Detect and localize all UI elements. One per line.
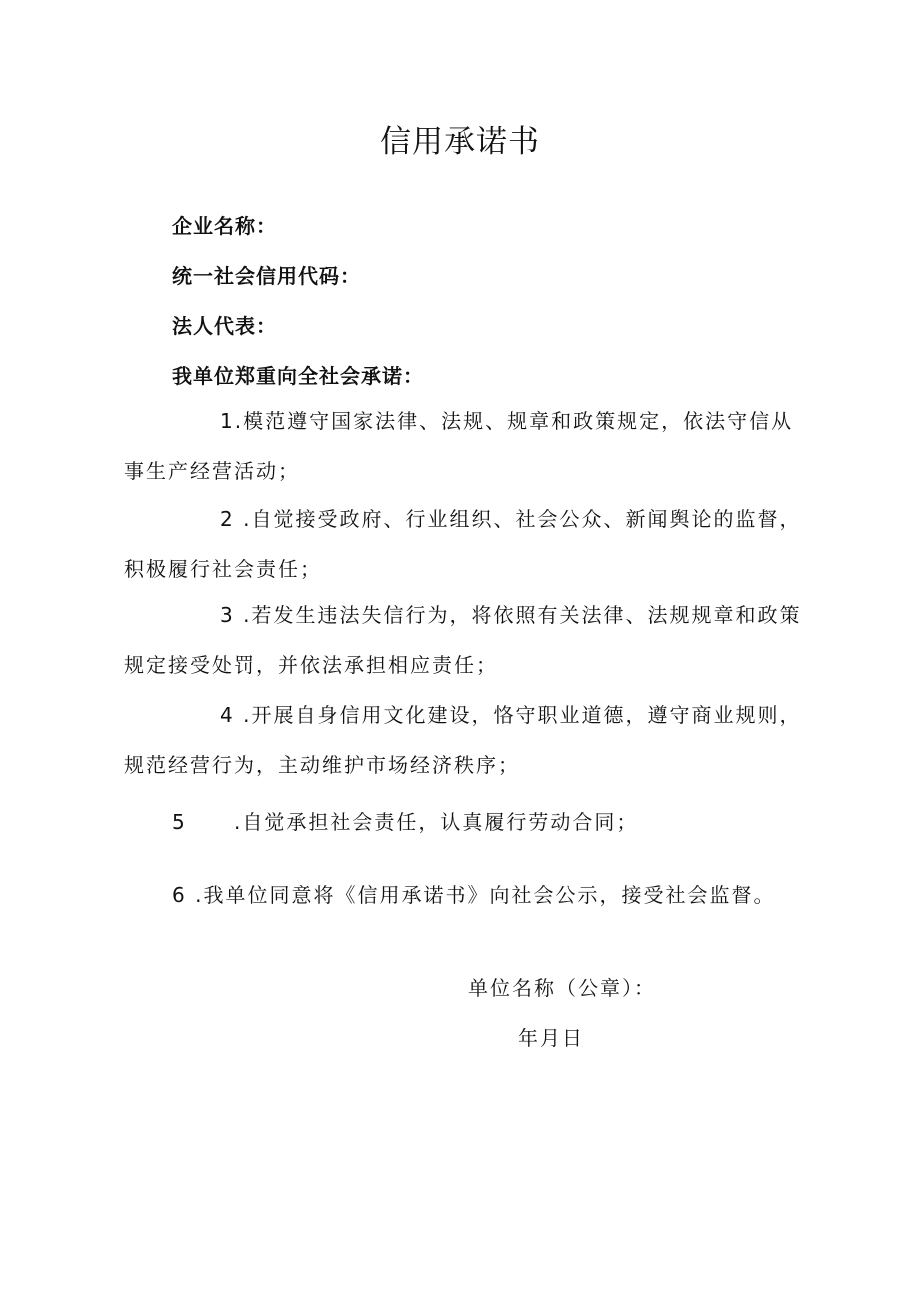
commitment-item-5 — [172, 806, 638, 835]
item-number: 1. — [220, 409, 244, 433]
commitment-item-4 — [124, 690, 814, 790]
signature-unit-label: 单位名称（公章）： — [468, 976, 656, 1000]
item-text: 模范遵守国家法律、法规、规章和政策规定，依法守信从事生产经营活动； — [124, 409, 794, 483]
signature-date-label: 年月日 — [518, 1026, 584, 1050]
commitment-item-3 — [124, 590, 814, 690]
legal-rep-label: 法人代表： — [172, 314, 277, 338]
item-number: 5 — [172, 810, 187, 834]
item-number: 4 . — [220, 703, 252, 727]
item-text: 我单位同意将《信用承诺书》向社会公示，接受社会监督。 — [203, 883, 776, 907]
item-text: 开展自身信用文化建设，恪守职业道德，遵守商业规则，规范经营行为，主动维护市场经济秩序； — [124, 703, 802, 777]
item-text: 自觉接受政府、行业组织、社会公众、新闻舆论的监督，积极履行社会责任； — [124, 507, 802, 581]
item-number: 3 . — [220, 603, 252, 627]
item-number: 6 . — [172, 883, 204, 907]
document-title: 信用承诺书 — [380, 124, 540, 160]
credit-code-label: 统一社会信用代码： — [172, 264, 361, 288]
commitment-item-6 — [172, 879, 775, 908]
intro-statement: 我单位郑重向全社会承诺： — [172, 364, 424, 388]
item-number: 2 . — [220, 507, 252, 531]
commitment-item-2 — [124, 494, 814, 594]
commitment-item-1 — [124, 396, 814, 496]
company-name-label: 企业名称： — [172, 214, 277, 238]
item-text: 若发生违法失信行为，将依照有关法律、法规规章和政策规定接受处罚，并依法承担相应责任； — [124, 603, 802, 677]
item-text: .自觉承担社会责任，认真履行劳动合同； — [234, 810, 639, 834]
